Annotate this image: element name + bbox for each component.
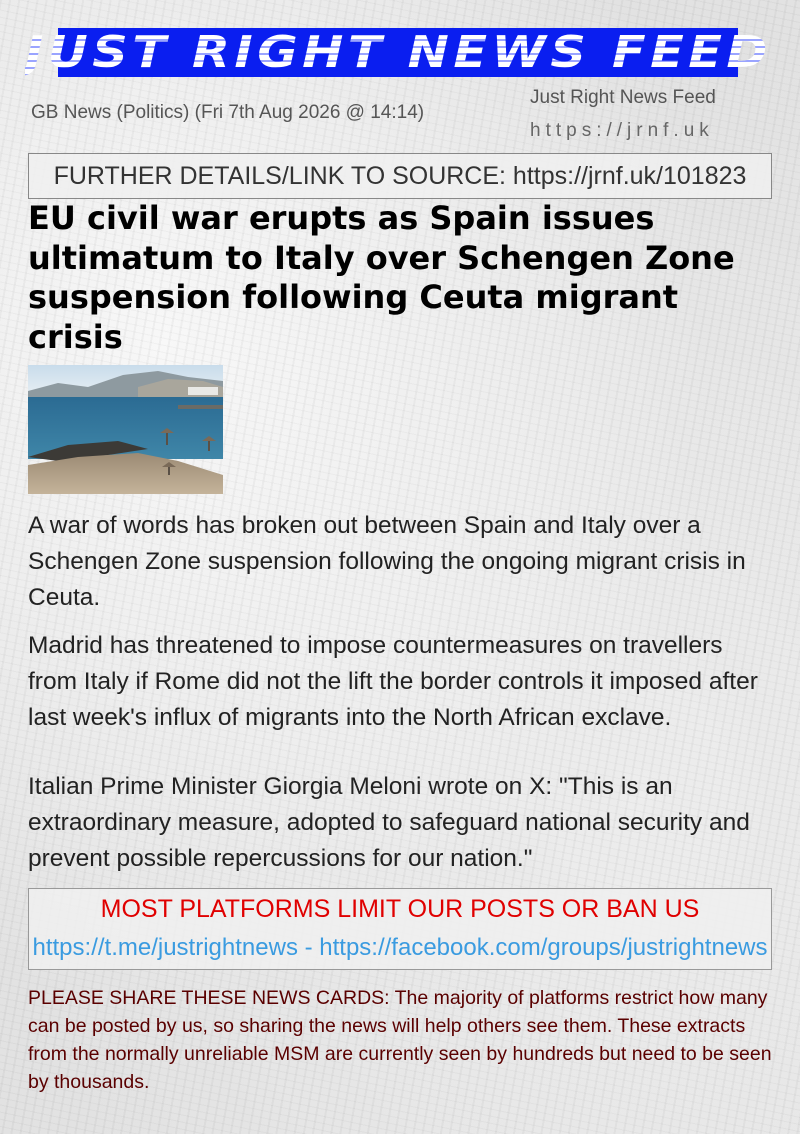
masthead-title: JUST RIGHT NEWS FEED [24, 27, 772, 78]
article-headline: EU civil war erupts as Spain issues ultimatum to Italy over Schengen Zone suspension following Ceuta migrant crisis [28, 199, 735, 356]
site-name: Just Right News Feed [530, 87, 716, 108]
article-paragraph: A war of words has broken out between Spain and Italy over a Schengen Zone suspension following the ongoing migrant crisis in Ceuta. [28, 512, 746, 611]
site-url[interactable]: https://jrnf.uk [530, 120, 714, 141]
share-request-note: PLEASE SHARE THESE NEWS CARDS: The majority of platforms restrict how many can be posted by us, so sharing the news will help others see them. These extracts from the normally unreliable MSM are currently seen by hundreds but need to be seen by thousands. [28, 987, 772, 1093]
masthead-banner [24, 27, 772, 78]
article-paragraph: Madrid has threatened to impose countermeasures on travellers from Italy if Rome did not the lift the border controls it imposed after last week's influx of migrants into the North African exclave. [28, 632, 758, 731]
source-link-box[interactable]: FURTHER DETAILS/LINK TO SOURCE: https://jrnf.uk/101823 [28, 153, 772, 199]
source-attribution: GB News (Politics) (Fri 7th Aug 2026 @ 14:14) [31, 102, 425, 123]
social-links[interactable]: https://t.me/justrightnews - https://facebook.com/groups/justrightnews [32, 934, 768, 961]
article-image [28, 365, 223, 494]
platform-notice-box [28, 888, 772, 970]
article-paragraph: Italian Prime Minister Giorgia Meloni wrote on X: "This is an extraordinary measure, adopted to safeguard national security and prevent possible repercussions for our nation." [28, 773, 750, 872]
platform-notice-title: MOST PLATFORMS LIMIT OUR POSTS OR BAN US [100, 895, 700, 923]
